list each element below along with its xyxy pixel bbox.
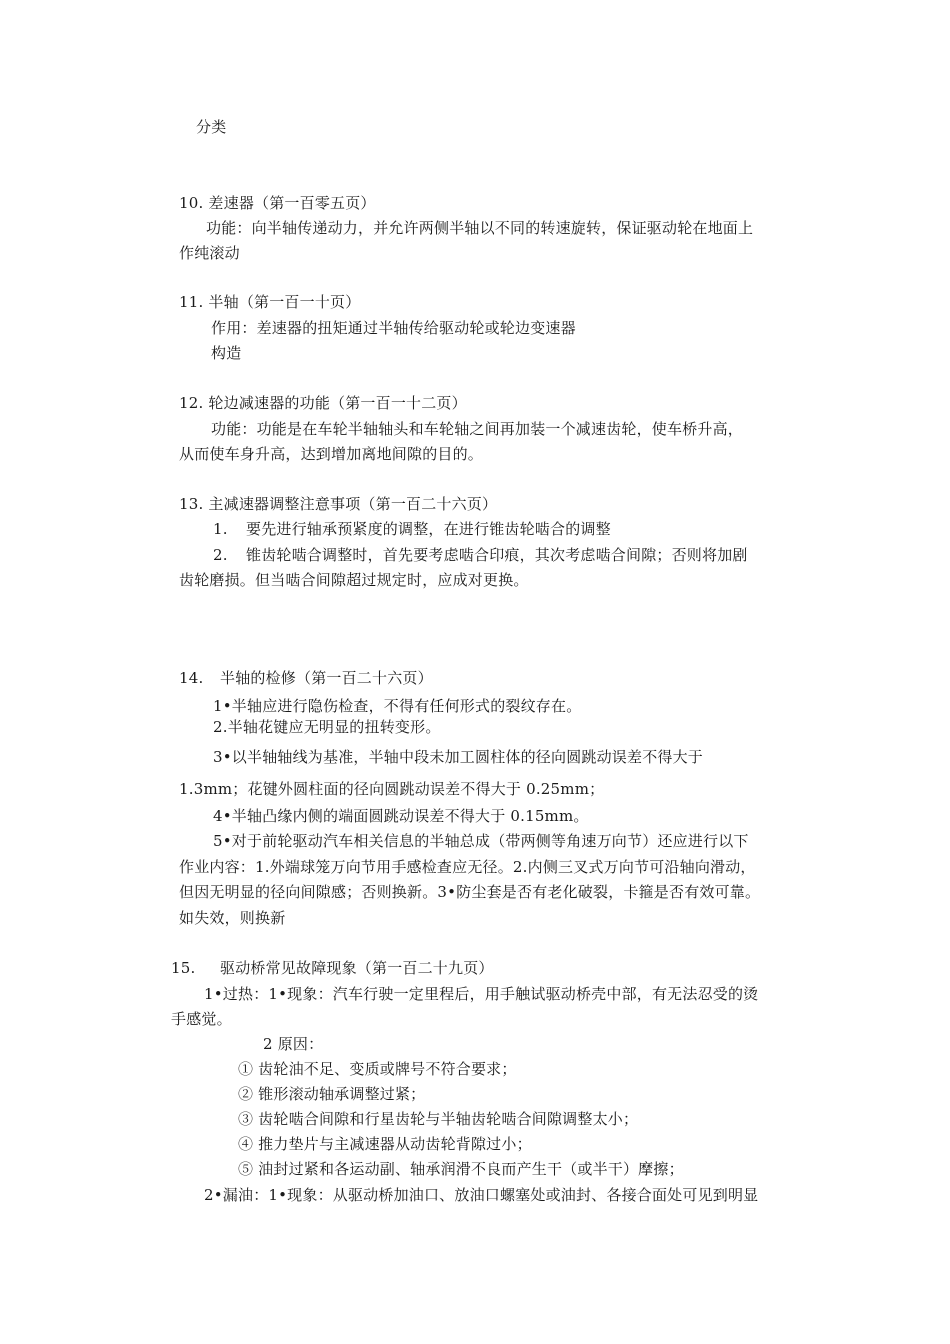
section-15-number: 15.	[171, 959, 196, 977]
section-14-number: 14.	[179, 669, 204, 687]
section-13-item-1: 要先进行轴承预紧度的调整，在进行锥齿轮啮合的调整	[246, 520, 611, 538]
section-14-line-5: 4•半轴凸缘内侧的端面圆跳动误差不得大于 0.15mm。	[213, 807, 589, 825]
section-14-line-8: 但因无明显的径向间隙感；否则换新。3•防尘套是否有老化破裂，卡箍是否有效可靠。	[179, 883, 761, 901]
section-14-line-3: 3•以半轴轴线为基准，半轴中段未加工圆柱体的径向圆跳动误差不得大于	[213, 748, 703, 766]
section-12-line-2: 从而使车身升高，达到增加离地间隙的目的。	[179, 445, 484, 463]
section-14-title: 半轴的检修（第一百二十六页）	[220, 669, 433, 687]
section-15-line-2: 手感觉。	[171, 1010, 232, 1028]
section-13-item-2: 锥齿轮啮合调整时，首先要考虑啮合印痕，其次考虑啮合间隙；否则将加剧	[246, 546, 748, 564]
section-13-item-1-number: 1.	[213, 520, 228, 538]
section-15-cause-4: ④ 推力垫片与主减速器从动齿轮背隙过小；	[238, 1135, 532, 1153]
section-11-line-1: 作用：差速器的扭矩通过半轴传给驱动轮或轮边变速器	[211, 319, 576, 337]
section-14-line-9: 如失效，则换新	[179, 909, 286, 927]
section-11-line-2: 构造	[211, 344, 242, 362]
section-13-title: 13. 主减速器调整注意事项（第一百二十六页）	[179, 495, 498, 513]
section-15-cause-1: ① 齿轮油不足、变质或牌号不符合要求；	[238, 1060, 517, 1078]
section-12-line-1: 功能：功能是在车轮半轴轴头和车轮轴之间再加装一个减速齿轮，使车桥升高，	[211, 420, 744, 438]
section-15-line-4: 2•漏油：1•现象：从驱动桥加油口、放油口螺塞处或油封、各接合面处可见到明显	[204, 1186, 759, 1204]
section-13-item-2-number: 2.	[213, 546, 228, 564]
section-14-line-1: 1•半轴应进行隐伤检查，不得有任何形式的裂纹存在。	[213, 697, 582, 715]
section-10-title: 10. 差速器（第一百零五页）	[179, 194, 376, 212]
section-12-title: 12. 轮边减速器的功能（第一百一十二页）	[179, 394, 467, 412]
section-10-line-2: 作纯滚动	[179, 244, 240, 262]
section-15-title: 驱动桥常见故障现象（第一百二十九页）	[220, 959, 494, 977]
section-13-item-2-continued: 齿轮磨损。但当啮合间隙超过规定时，应成对更换。	[179, 571, 529, 589]
section-15-cause-2: ② 锥形滚动轴承调整过紧；	[238, 1085, 426, 1103]
section-15-cause-3: ③ 齿轮啮合间隙和行星齿轮与半轴齿轮啮合间隙调整太小；	[238, 1110, 639, 1128]
section-15-line-1: 1•过热：1•现象：汽车行驶一定里程后，用手触试驱动桥壳中部，有无法忍受的烫	[204, 985, 759, 1003]
section-14-line-2: 2.半轴花键应无明显的扭转变形。	[213, 718, 441, 736]
section-10-line-1: 功能：向半轴传递动力，并允许两侧半轴以不同的转速旋转，保证驱动轮在地面上	[206, 219, 754, 237]
section-15-causes-heading: 2 原因：	[263, 1035, 324, 1053]
section-11-title: 11. 半轴（第一百一十页）	[179, 293, 361, 311]
section-14-line-6: 5•对于前轮驱动汽车相关信息的半轴总成（带两侧等角速万向节）还应进行以下	[213, 832, 749, 850]
section-15-cause-5: ⑤ 油封过紧和各运动副、轴承润滑不良而产生干（或半干）摩擦；	[238, 1160, 684, 1178]
section-14-line-7: 作业内容：1.外端球笼万向节用手感检查应无径。2.内侧三叉式万向节可沿轴向滑动，	[179, 858, 756, 876]
section-14-line-4: 1.3mm；花键外圆柱面的径向圆跳动误差不得大于 0.25mm；	[179, 780, 605, 798]
heading-category: 分类	[196, 118, 227, 136]
